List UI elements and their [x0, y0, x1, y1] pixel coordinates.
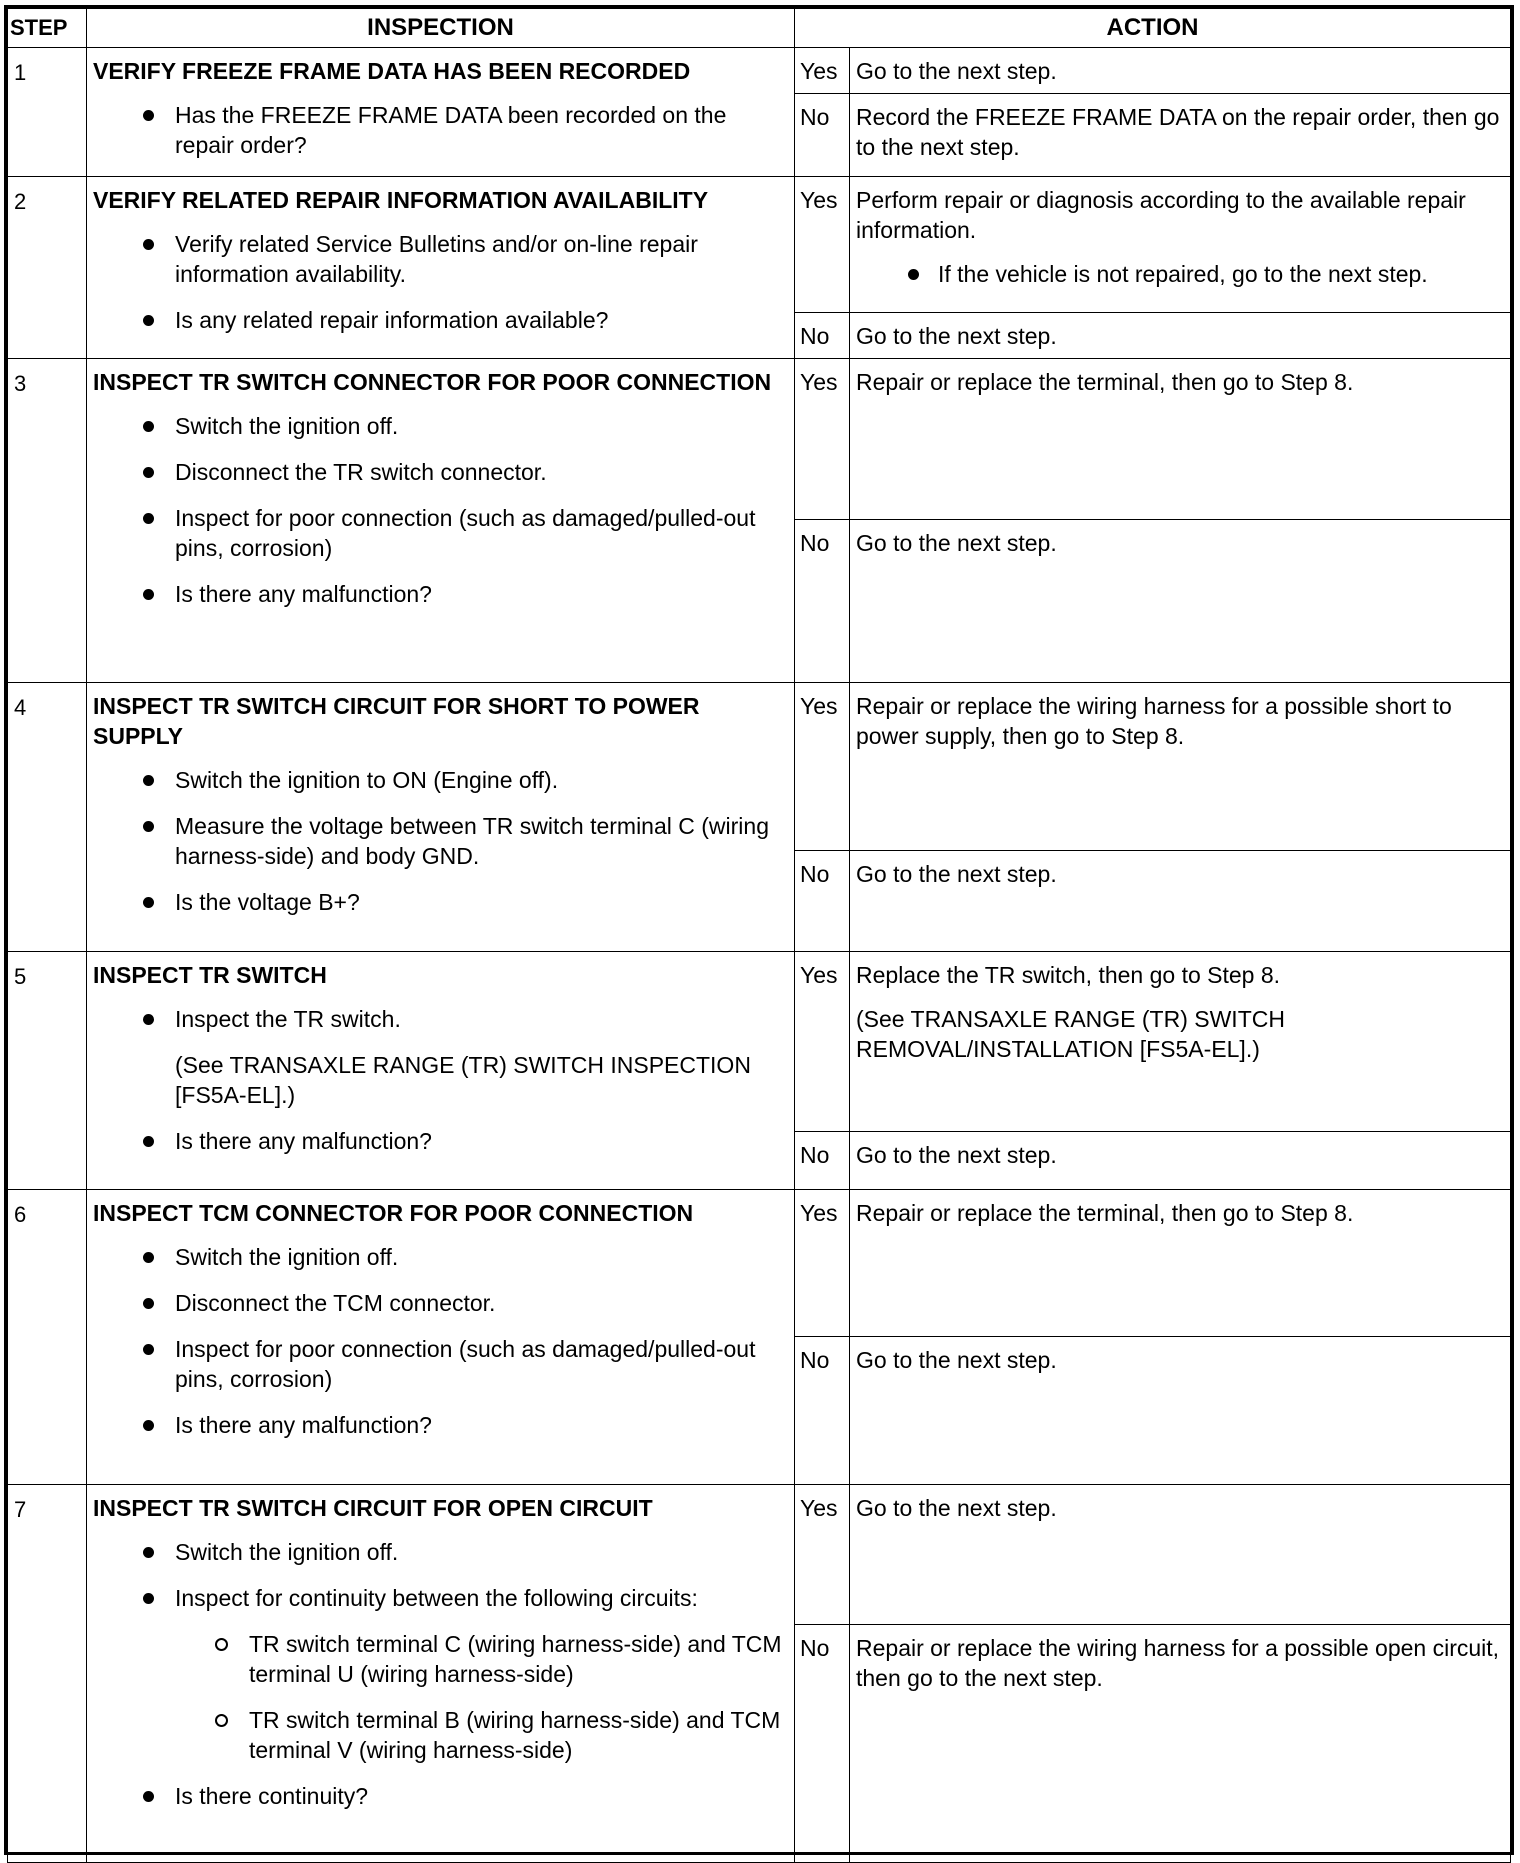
header-row [8, 9, 1511, 48]
inspection-item: Verify related Service Bulletins and/or on-line repair information availability. [93, 229, 784, 289]
inspection-item: Switch the ignition off. [93, 411, 784, 441]
inspection-item: Inspect for continuity between the following circuits: [93, 1583, 784, 1613]
inspection-item: Switch the ignition to ON (Engine off). [93, 765, 784, 795]
no-action: Repair or replace the wiring harness for a possible open circuit, then go to the next step. [850, 1625, 1511, 1863]
inspection-cell [87, 48, 795, 177]
no-action: Go to the next step. [850, 520, 1511, 683]
inspection-item: Is there continuity? [93, 1781, 784, 1811]
yes-action: Repair or replace the wiring harness for a possible short to power supply, then go to Step 8. [850, 683, 1511, 851]
step-number: 3 [8, 359, 87, 683]
inspection-cell [87, 359, 795, 683]
yes-label: Yes [795, 177, 850, 313]
inspection-item: Disconnect the TCM connector. [93, 1288, 784, 1318]
inspection-item: Inspect the TR switch. [93, 1004, 784, 1034]
inspection-cell [87, 1485, 795, 1863]
no-action: Go to the next step. [850, 313, 1511, 359]
no-label: No [795, 520, 850, 683]
yes-label: Yes [795, 359, 850, 520]
yes-label: Yes [795, 683, 850, 851]
step-number: 1 [8, 48, 87, 177]
inspection-item: Is there any malfunction? [93, 579, 784, 609]
no-label: No [795, 94, 850, 177]
yes-action-cell [850, 177, 1511, 313]
inspection-item: Inspect for poor connection (such as damaged/pulled-out pins, corrosion) [93, 503, 784, 563]
yes-action: Repair or replace the terminal, then go to Step 8. [850, 359, 1511, 520]
yes-action: Perform repair or diagnosis according to the available repair information. [856, 187, 1466, 243]
yes-action-cell [850, 952, 1511, 1132]
yes-action: Repair or replace the terminal, then go to Step 8. [850, 1190, 1511, 1337]
yes-label: Yes [795, 952, 850, 1132]
no-label: No [795, 1625, 850, 1863]
inspection-item: Switch the ignition off. [93, 1537, 784, 1567]
yes-action: Replace the TR switch, then go to Step 8. [856, 962, 1281, 988]
no-label: No [795, 851, 850, 952]
no-action: Go to the next step. [850, 851, 1511, 952]
inspection-sub-item: TR switch terminal B (wiring harness-side) and TCM terminal V (wiring harness-side) [93, 1705, 784, 1765]
inspection-item: Switch the ignition off. [93, 1242, 784, 1272]
diagnostic-table-frame [4, 5, 1514, 1855]
no-action: Go to the next step. [850, 1337, 1511, 1485]
yes-label: Yes [795, 1190, 850, 1337]
inspection-item: Is any related repair information available? [93, 305, 784, 335]
table-row [8, 683, 1511, 851]
diagnostic-procedure-table [7, 8, 1511, 1863]
inspection-item: Disconnect the TR switch connector. [93, 457, 784, 487]
step-number: 7 [8, 1485, 87, 1863]
step-title: INSPECT TR SWITCH CIRCUIT FOR SHORT TO POWER SUPPLY [93, 693, 700, 749]
yes-action: Go to the next step. [850, 1485, 1511, 1625]
table-row [8, 48, 1511, 94]
step-title: INSPECT TR SWITCH CIRCUIT FOR OPEN CIRCUIT [93, 1495, 653, 1521]
action-item: If the vehicle is not repaired, go to the next step. [856, 259, 1502, 289]
inspection-item: Is the voltage B+? [93, 887, 784, 917]
step-header: STEP [8, 9, 87, 48]
yes-label: Yes [795, 48, 850, 94]
action-header: ACTION [795, 9, 1511, 48]
inspection-item: Is there any malfunction? [93, 1410, 784, 1440]
inspection-item: Is there any malfunction? [93, 1126, 784, 1156]
yes-label: Yes [795, 1485, 850, 1625]
inspection-cell [87, 683, 795, 952]
step-number: 2 [8, 177, 87, 359]
inspection-reference: (See TRANSAXLE RANGE (TR) SWITCH INSPECTION [FS5A-EL].) [175, 1052, 751, 1108]
inspection-cell [87, 1190, 795, 1485]
inspection-header: INSPECTION [87, 9, 795, 48]
yes-reference: (See TRANSAXLE RANGE (TR) SWITCH REMOVAL/INSTALLATION [FS5A-EL].) [856, 1006, 1285, 1062]
step-title: VERIFY FREEZE FRAME DATA HAS BEEN RECORDED [93, 58, 691, 84]
no-label: No [795, 1337, 850, 1485]
no-action: Record the FREEZE FRAME DATA on the repair order, then go to the next step. [850, 94, 1511, 177]
no-action: Go to the next step. [850, 1132, 1511, 1190]
step-title: INSPECT TCM CONNECTOR FOR POOR CONNECTION [93, 1200, 694, 1226]
table-row [8, 1485, 1511, 1625]
yes-action: Go to the next step. [850, 48, 1511, 94]
step-title: INSPECT TR SWITCH CONNECTOR FOR POOR CONNECTION [93, 369, 772, 395]
table-row [8, 952, 1511, 1132]
step-number: 5 [8, 952, 87, 1190]
inspection-sub-item: TR switch terminal C (wiring harness-side) and TCM terminal U (wiring harness-side) [93, 1629, 784, 1689]
inspection-item: Measure the voltage between TR switch terminal C (wiring harness-side) and body GND. [93, 811, 784, 871]
table-row [8, 177, 1511, 313]
inspection-cell [87, 177, 795, 359]
inspection-cell [87, 952, 795, 1190]
step-title: INSPECT TR SWITCH [93, 962, 327, 988]
no-label: No [795, 313, 850, 359]
no-label: No [795, 1132, 850, 1190]
table-row [8, 359, 1511, 520]
table-row [8, 1190, 1511, 1337]
step-number: 4 [8, 683, 87, 952]
inspection-item: Inspect for poor connection (such as damaged/pulled-out pins, corrosion) [93, 1334, 784, 1394]
step-title: VERIFY RELATED REPAIR INFORMATION AVAILABILITY [93, 187, 709, 213]
step-number: 6 [8, 1190, 87, 1485]
inspection-item: Has the FREEZE FRAME DATA been recorded on the repair order? [93, 100, 784, 160]
